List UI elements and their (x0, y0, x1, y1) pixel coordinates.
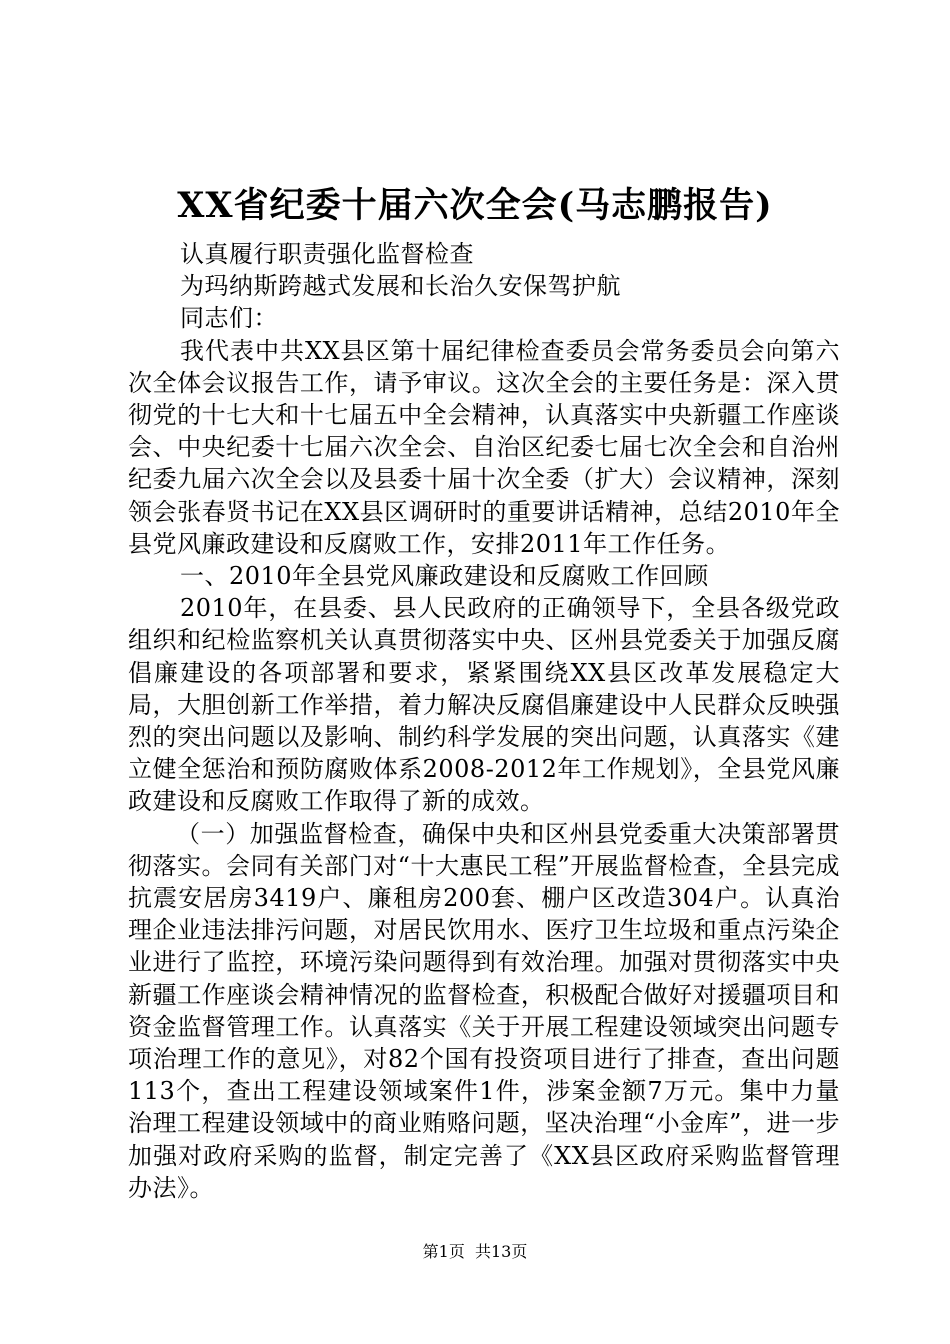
paragraph-review: 2010年，在县委、县人民政府的正确领导下，全县各级党政组织和纪检监察机关认真贯彻落实中央、区州县党委关于加强反腐倡廉建设的各项部署和要求，紧紧围绕XX县区改革发展稳定大局，大胆创新工作举措，着力解决反腐倡廉建设中人民群众反映强烈的突出问题以及影响、制约科学发展的突出问题，认真落实《建立健全惩治和预防腐败体系2008-2012年工作规划》，全县党风廉政建设和反腐败工作取得了新的成效。 (128, 594, 840, 816)
paragraph-intro: 我代表中共XX县区第十届纪律检查委员会常务委员会向第六次全体会议报告工作，请予审议。这次全会的主要任务是：深入贯彻党的十七大和十七届五中全会精神，认真落实中央新疆工作座谈会、中央纪委十七届六次全会、自治区纪委七届七次全会和自治州纪委九届六次全会以及县委十届十次全委（扩大）会议精神，深刻领会张春贤书记在XX县区调研时的重要讲话精神，总结2010年全县党风廉政建设和反腐败工作，安排2011年工作任务。 (128, 336, 840, 558)
paragraph-supervision: （一）加强监督检查，确保中央和区州县党委重大决策部署贯彻落实。会同有关部门对“十大惠民工程”开展监督检查，全县完成抗震安居房3419户、廉租房200套、棚户区改造304户。认真治理企业违法排污问题，对居民饮用水、医疗卫生垃圾和重点污染企业进行了监控，环境污染问题得到有效治理。加强对贯彻落实中央新疆工作座谈会精神情况的监督检查，积极配合做好对援疆项目和资金监督管理工作。认真落实《关于开展工程建设领域突出问题专项治理工作的意见》，对82个国有投资项目进行了排查，查出问题113个，查出工程建设领域案件1件，涉案金额7万元。集中力量治理工程建设领域中的商业贿赂问题，坚决治理“小金库”，进一步加强对政府采购的监督，制定完善了《XX县区政府采购监督管理办法》。 (128, 819, 840, 1202)
subtitle-line-1: 认真履行职责强化监督检查 (180, 240, 474, 268)
page-footer (0, 1241, 950, 1263)
document-body (128, 238, 840, 1204)
salutation: 同志们： (180, 304, 278, 333)
section-heading: 一、2010年全县党风廉政建设和反腐败工作回顾 (180, 562, 709, 591)
document-title: XX省纪委十届六次全会(马志鹏报告) (177, 185, 773, 226)
page-number: 第1页 共13页 (422, 1242, 528, 1261)
subtitle-line-2: 为玛纳斯跨越式发展和长治久安保驾护航 (180, 272, 621, 301)
